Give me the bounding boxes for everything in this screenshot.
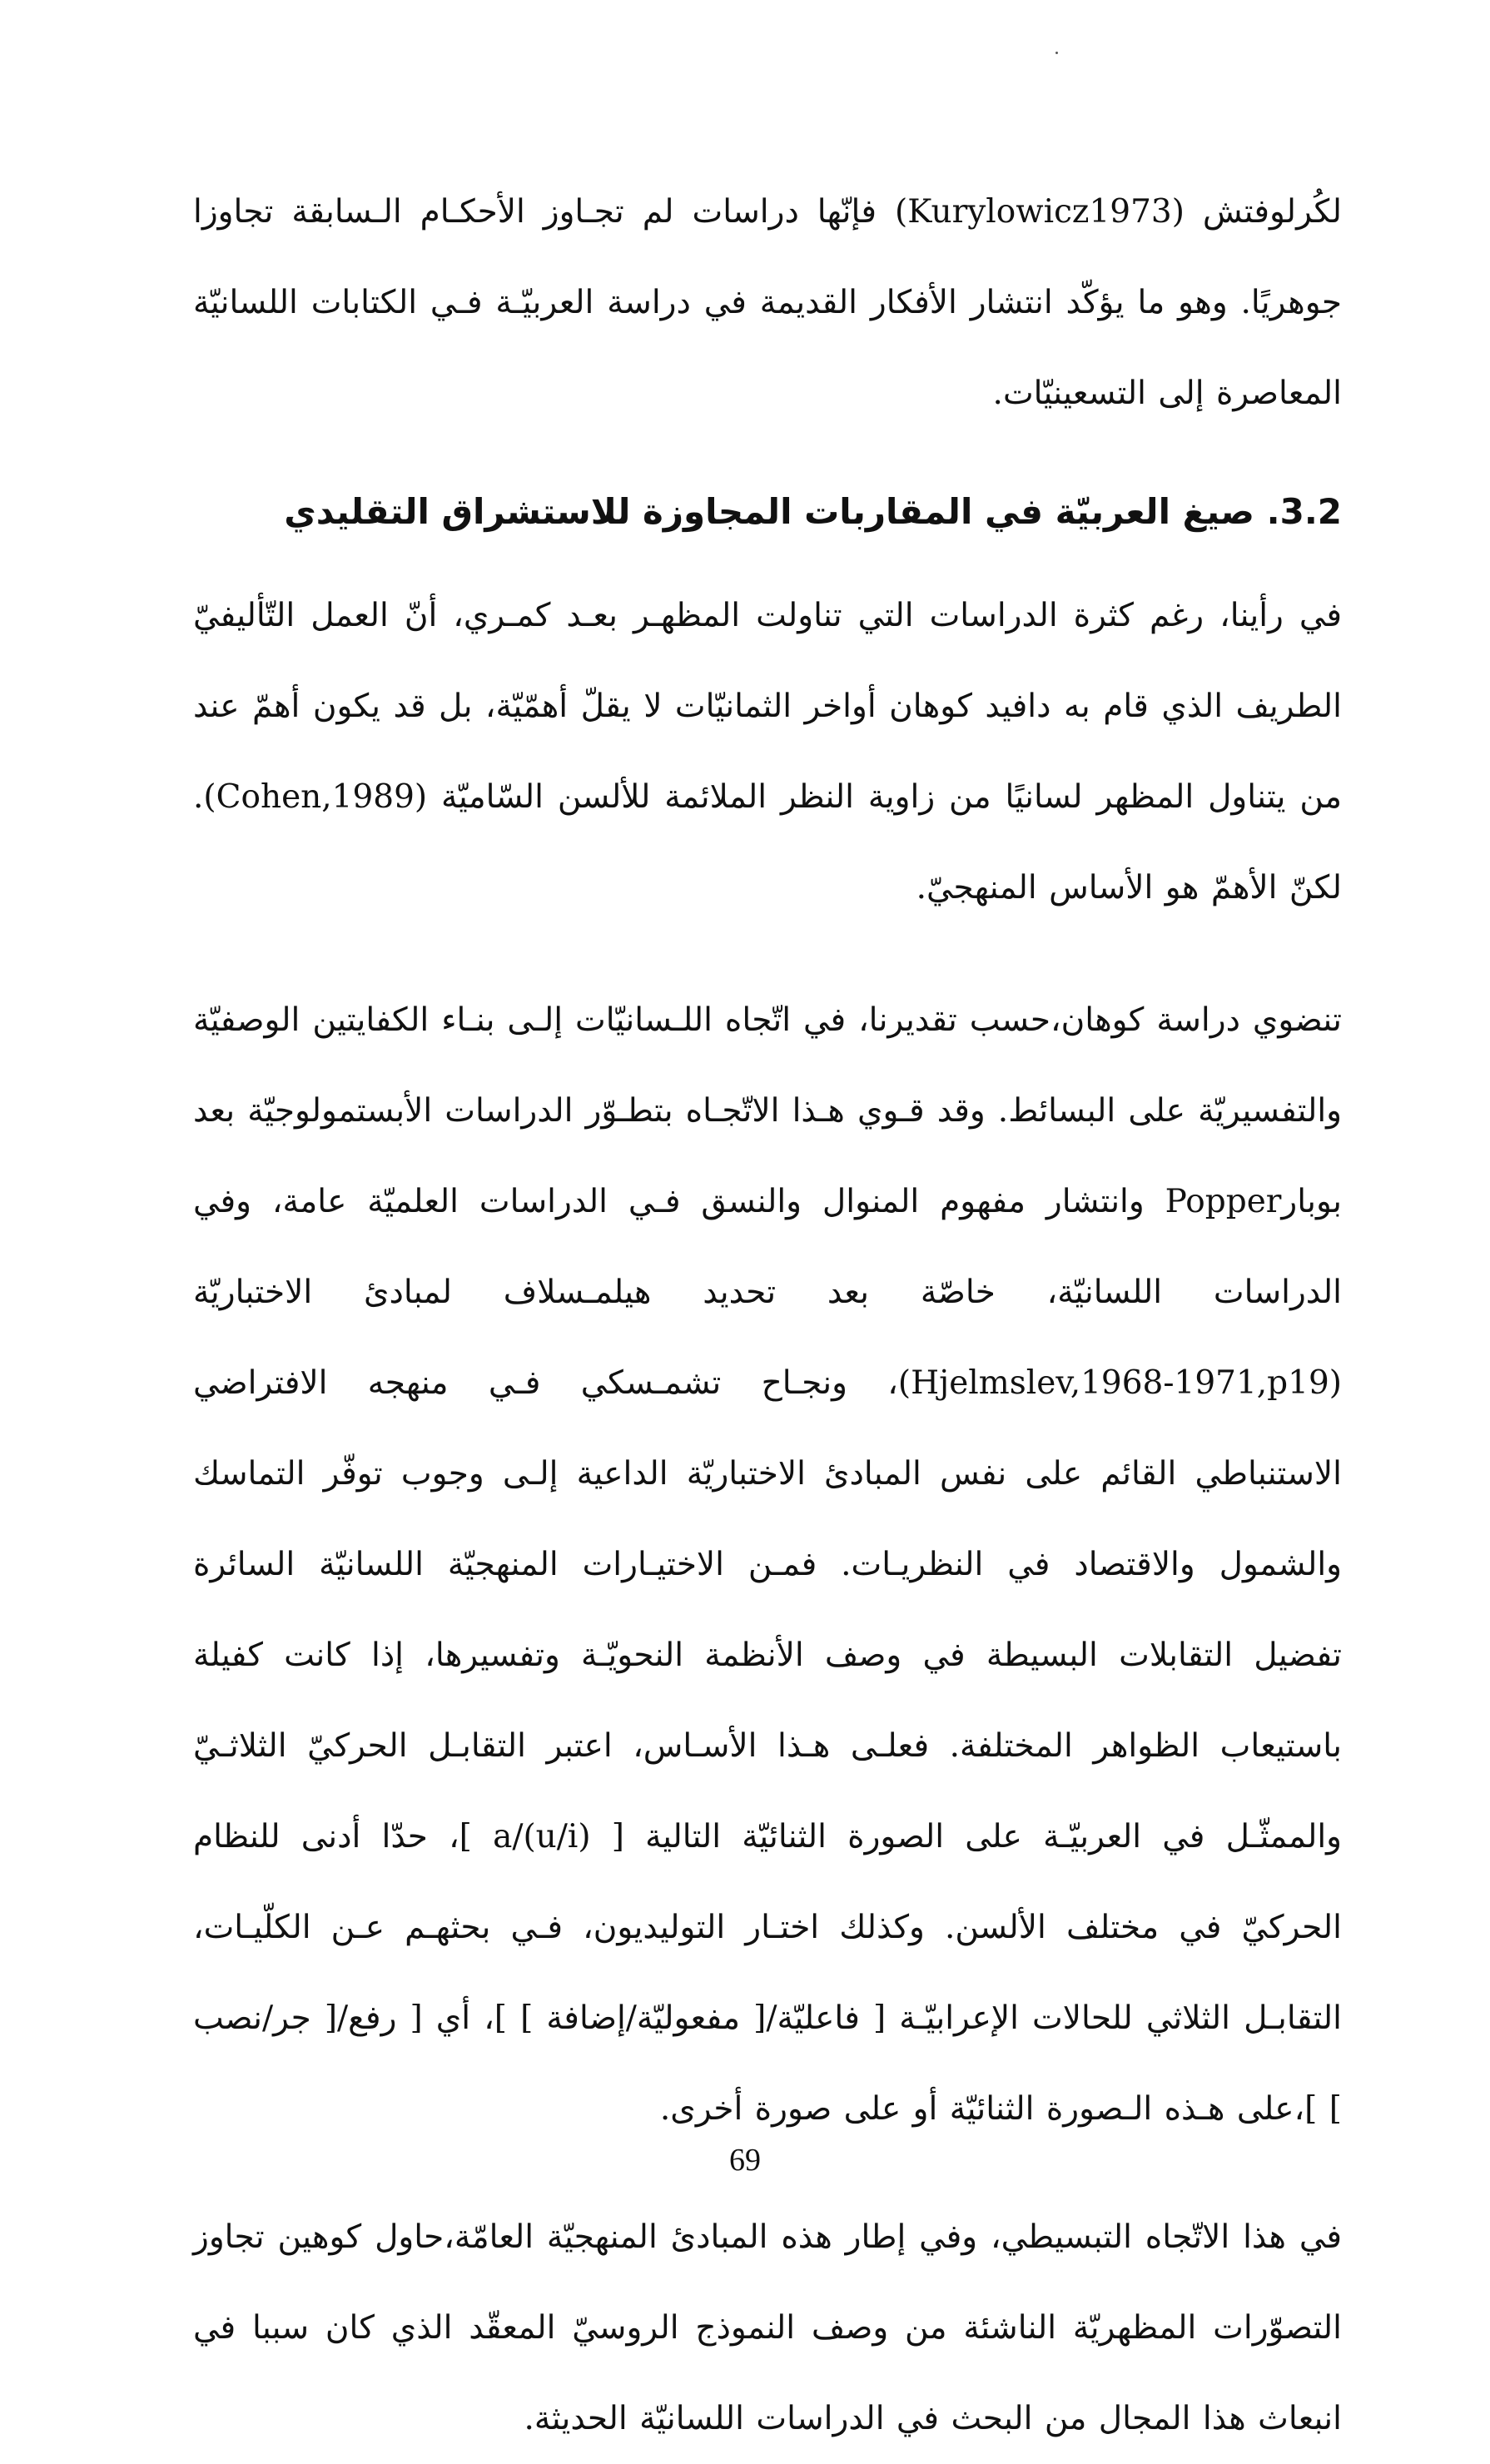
paragraph-4: في هذا الاتّجاه التبسيطي، وفي إطار هذه المبادئ المنهجيّة العامّة،حاول كوهين تجاوز التصوّرات المظهريّة الناشئة من وصف النموذج الروسيّ المعقّد الذي كان سببا في انبعاث هذا المجال من البحث في الدراسات اللسانيّة الحديثة. [193,2218,1342,2437]
page-number: 69 [729,2143,761,2178]
section-heading: 3.2. صيغ العربيّة في المقاربات المجاوزة للاستشراق التقليدي [284,491,1342,532]
paragraph-2: في رأينا، رغم كثرة الدراسات التي تناولت المظهـر بعـد كمـري، أنّ العمل التّأليفيّ الطريف الذي قام به دافيد كوهان أواخر الثمانيّات لا يقلّ أهمّيّة، بل قد يكون أهمّ عند من يتناول المظهر لسانيًا من زاوية النظر الملائمة للألسن السّاميّة (Cohen,1989). لكنّ الأهمّ هو الأساس المنهجيّ. [193,597,1342,907]
paragraph-1: لكُرلوفتش (Kurylowicz1973) فإنّها دراسات لم تجـاوز الأحكـام الـسابقة تجاوزا جوهريًا. وهو ما يؤكّد انتشار الأفكار القديمة في دراسة العربيّـة فـي الكتابات اللسانيّة المعاصرة إلى التسعينيّات. [193,193,1343,412]
scan-speck [1055,52,1058,54]
text-column [193,166,1342,2464]
paragraph-3: تنضوي دراسة كوهان،حسب تقديرنا، في اتّجاه اللـسانيّات إلـى بنـاء الكفايتين الوصفيّة والتفسيريّة على البسائط. وقد قـوي هـذا الاتّجـاه بتطـوّر الدراسات الأبستمولوجيّة بعد بوبارPopper وانتشار مفهوم المنوال والنسق فـي الدراسات العلميّة عامة، وفي الدراسات اللسانيّة، خاصّة بعد تحديد هيلمـسلاف لمبادئ الاختباريّة (Hjelmslev,1968-1971,p19)، ونجـاح تشمـسكي فـي منهجه الافتراضي الاستنباطي القائم على نفس المبادئ الاختباريّة الداعية إلـى وجوب توفّر التماسك والشمول والاقتصاد في النظريـات. فمـن الاختيـارات المنهجيّة اللسانيّة السائرة تفضيل التقابلات البسيطة في وصف الأنظمة النحويّـة وتفسيرها، إذا كانت كفيلة باستيعاب الظواهر المختلفة. فعلـى هـذا الأسـاس، اعتبر التقابـل الحركيّ الثلاثـيّ والممثّـل في العربيّـة على الصورة الثنائيّة التالية [ a/(u/i) ]، حدّا أدنى للنظام الحركيّ في مختلف الألسن. وكذلك اختـار التوليديون، فـي بحثهـم عـن الكلّيـات، التقابـل الثلاثي للحالات الإعرابيّـة [ فاعليّة/[ مفعوليّة/إضافة ] ]، أي [ رفع/[ جر/نصب ] ]،على هـذه الـصورة الثنائيّة أو على صورة أخرى. [193,1001,1342,2128]
